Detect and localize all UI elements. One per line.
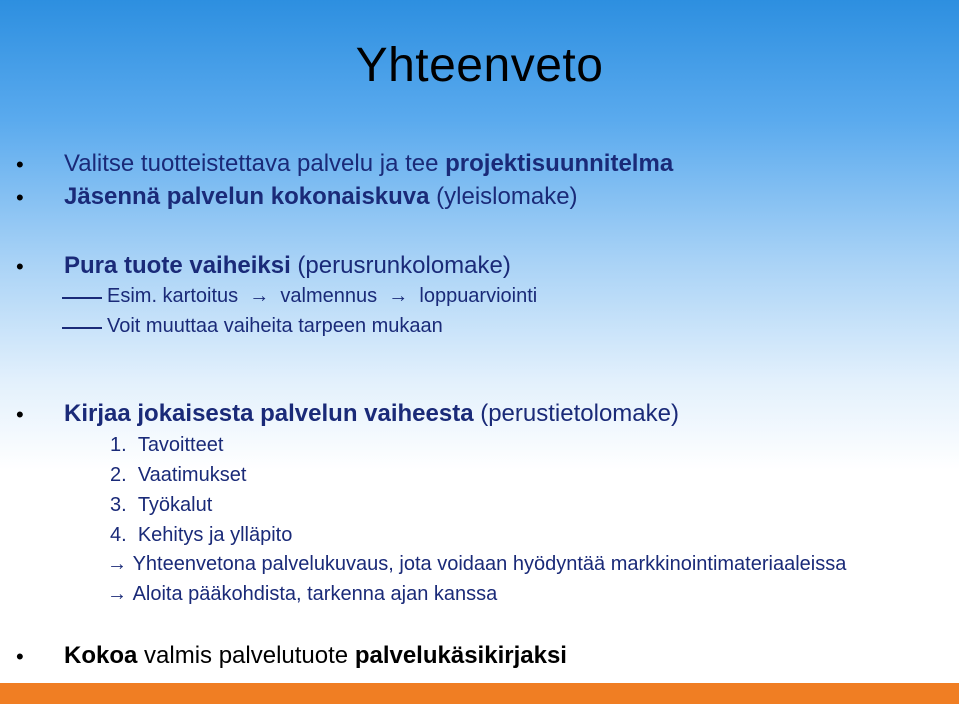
- number: 2.: [110, 464, 127, 486]
- list-item: [64, 642, 567, 670]
- numbered-text: Työkalut: [137, 494, 213, 516]
- list-item: [64, 183, 578, 211]
- numbered-item: [110, 524, 292, 547]
- list-item: [64, 150, 673, 178]
- item-text: (yleislomake): [429, 183, 578, 210]
- item-bold-text: Jäsennä palvelun kokonaiskuva: [64, 183, 430, 210]
- sub-item: [107, 285, 537, 308]
- item-bold-text: palvelukäsikirjaksi: [354, 642, 567, 669]
- numbered-item: [110, 494, 212, 517]
- arrow-item-text: Aloita pääkohdista, tarkenna ajan kanssa: [132, 583, 498, 605]
- sub-item-text: Voit muuttaa vaiheita tarpeen mukaan: [107, 315, 443, 337]
- item-text: valmis palvelutuote: [137, 642, 355, 669]
- sub-item-text: Esim. kartoitus: [107, 285, 239, 307]
- item-text: Valitse tuotteistettava palvelu ja tee: [64, 150, 446, 177]
- bullet-icon: •: [16, 254, 24, 279]
- right-arrow-icon: →: [107, 553, 127, 575]
- item-text: (perusrunkolomake): [290, 252, 511, 279]
- footer-bar: [0, 683, 959, 704]
- sub-item-text: valmennus: [280, 285, 378, 307]
- arrow-item-text: Yhteenvetona palvelukuvaus, jota voidaan hyödyntää markkinointimateriaaleissa: [132, 553, 847, 575]
- dash-icon: [62, 297, 102, 299]
- list-item: [64, 252, 511, 280]
- arrow-item: [107, 553, 846, 576]
- bullet-icon: •: [16, 402, 24, 427]
- right-arrow-icon: →: [107, 583, 127, 605]
- numbered-text: Tavoitteet: [137, 434, 224, 456]
- item-bold-text: Kokoa: [64, 642, 138, 669]
- bullet-icon: •: [16, 644, 24, 669]
- numbered-text: Kehitys ja ylläpito: [137, 524, 293, 546]
- item-bold-text: projektisuunnitelma: [445, 150, 674, 177]
- bullet-icon: •: [16, 185, 24, 210]
- item-bold-text: Kirjaa jokaisesta palvelun vaiheesta: [64, 400, 474, 427]
- slide-title: Yhteenveto: [355, 39, 604, 92]
- arrow-item: [107, 583, 497, 606]
- numbered-item: [110, 434, 223, 457]
- list-item: [64, 400, 679, 428]
- sub-item: [107, 315, 443, 338]
- item-bold-text: Pura tuote vaiheiksi: [64, 252, 291, 279]
- item-text: (perustietolomake): [473, 400, 679, 427]
- number: 3.: [110, 494, 127, 516]
- sub-item-text: loppuarviointi: [419, 285, 538, 307]
- number: 4.: [110, 524, 127, 546]
- bullet-icon: •: [16, 152, 24, 177]
- right-arrow-icon: →: [243, 285, 275, 307]
- numbered-item: [110, 464, 246, 487]
- numbered-text: Vaatimukset: [137, 464, 247, 486]
- dash-icon: [62, 327, 102, 329]
- right-arrow-icon: →: [382, 285, 414, 307]
- number: 1.: [110, 434, 127, 456]
